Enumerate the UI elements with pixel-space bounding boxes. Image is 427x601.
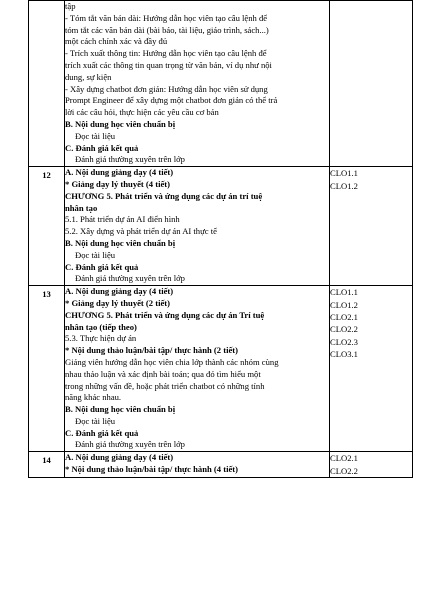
content-line: Đánh giá thường xuyên trên lớp bbox=[75, 439, 185, 450]
content-line: dung, sự kiện bbox=[65, 71, 112, 82]
content-line: Đánh giá thường xuyên trên lớp bbox=[75, 273, 185, 284]
clo-cell bbox=[330, 167, 413, 286]
table-row-week-14 bbox=[29, 452, 413, 478]
clo-code: CLO2.2 bbox=[330, 324, 358, 335]
content-line: tập bbox=[65, 1, 76, 11]
clo-code: CLO2.1 bbox=[330, 453, 358, 464]
table-row-week-12 bbox=[29, 167, 413, 286]
content-line: nhau thảo luận và xác định bài toán; qua đó tìm hiểu một bbox=[65, 368, 261, 379]
clo-list bbox=[330, 452, 412, 477]
table-row-week-13 bbox=[29, 286, 413, 452]
content-line: A. Nội dung giảng dạy (4 tiết) bbox=[65, 167, 174, 178]
content-line: B. Nội dung học viên chuẩn bị bbox=[65, 118, 176, 129]
content-line: trong những vấn đề, hoặc phát triển chatbot có những tính bbox=[65, 380, 265, 391]
content-line: - Trích xuất thông tin: Hướng dẫn học viên tạo câu lệnh để bbox=[65, 48, 267, 59]
content-line: - Tóm tắt văn bản dài: Hướng dẫn học viên tạo câu lệnh để bbox=[65, 12, 268, 23]
content-cell bbox=[65, 1, 330, 167]
content-line: C. Đánh giá kết quả bbox=[65, 142, 139, 153]
week-number-cell bbox=[29, 286, 65, 452]
week-number: 14 bbox=[42, 455, 51, 466]
content-line: CHƯƠNG 5. Phát triển và ứng dụng các dự án trí tuệ bbox=[65, 190, 263, 201]
content-cell bbox=[65, 452, 330, 478]
content-line: A. Nội dung giảng dạy (4 tiết) bbox=[65, 286, 174, 297]
content-line: CHƯƠNG 5. Phát triển và ứng dụng các dự án Trí tuệ bbox=[65, 309, 265, 320]
content-line: Đánh giá thường xuyên trên lớp bbox=[75, 154, 185, 165]
content-line: Giảng viên hướng dẫn học viên chia lớp thành các nhóm cùng bbox=[65, 356, 279, 367]
clo-code: CLO2.3 bbox=[330, 336, 358, 347]
content-line: * Nội dung thảo luận/bài tập/ thực hành (4 tiết) bbox=[65, 464, 239, 475]
clo-code: CLO3.1 bbox=[330, 349, 358, 360]
content-line: 5.2. Xây dựng và phát triển dự án AI thực tế bbox=[65, 226, 217, 237]
content-lines bbox=[65, 286, 329, 451]
week-number: 13 bbox=[42, 289, 51, 300]
content-lines bbox=[65, 452, 329, 476]
content-line: Prompt Engineer để xây dựng một chatbot đơn giản có thể trả bbox=[65, 95, 278, 106]
content-line: B. Nội dung học viên chuẩn bị bbox=[65, 404, 176, 415]
clo-cell bbox=[330, 452, 413, 478]
content-line: Đọc tài liệu bbox=[75, 415, 116, 426]
clo-cell bbox=[330, 1, 413, 167]
content-line: B. Nội dung học viên chuẩn bị bbox=[65, 237, 176, 248]
content-line: - Xây dựng chatbot đơn giản: Hướng dẫn học viên sử dụng bbox=[65, 83, 268, 94]
content-line: trích xuất các thông tin quan trọng từ văn bản, ví dụ như nội bbox=[65, 59, 272, 70]
content-line: nhân tạo (tiếp theo) bbox=[65, 321, 137, 332]
content-line: C. Đánh giá kết quả bbox=[65, 261, 139, 272]
content-line: lời các câu hỏi, thực hiện các yêu cầu cơ bản bbox=[65, 107, 219, 118]
content-line: * Giảng dạy lý thuyết (2 tiết) bbox=[65, 297, 171, 308]
content-line: C. Đánh giá kết quả bbox=[65, 427, 139, 438]
week-number: 12 bbox=[42, 170, 51, 181]
clo-list bbox=[330, 286, 412, 360]
content-line: A. Nội dung giảng dạy (4 tiết) bbox=[65, 452, 174, 463]
clo-code: CLO1.2 bbox=[330, 299, 358, 310]
content-line: nhân tạo bbox=[65, 202, 98, 213]
week-number-cell bbox=[29, 1, 65, 167]
content-line: tóm tắt các văn bản dài (bài báo, tài liệu, giáo trình, sách...) bbox=[65, 24, 269, 35]
content-line: một cách chính xác và đầy đủ bbox=[65, 36, 168, 47]
week-number-cell bbox=[29, 167, 65, 286]
content-cell bbox=[65, 286, 330, 452]
week-number-cell bbox=[29, 452, 65, 478]
content-line: * Giảng dạy lý thuyết (4 tiết) bbox=[65, 178, 171, 189]
clo-code: CLO1.2 bbox=[330, 180, 358, 191]
clo-code: CLO1.1 bbox=[330, 287, 358, 298]
content-line: 5.1. Phát triển dự án AI điển hình bbox=[65, 214, 180, 225]
clo-cell bbox=[330, 286, 413, 452]
syllabus-table bbox=[28, 0, 413, 478]
content-lines bbox=[65, 167, 329, 285]
content-line: Đọc tài liệu bbox=[75, 249, 116, 260]
clo-code: CLO1.1 bbox=[330, 168, 358, 179]
table-row-continued bbox=[29, 1, 413, 167]
content-line: * Nội dung thảo luận/bài tập/ thực hành (2 tiết) bbox=[65, 345, 239, 356]
content-lines bbox=[65, 1, 329, 166]
content-cell bbox=[65, 167, 330, 286]
clo-code: CLO2.2 bbox=[330, 465, 358, 476]
content-line: 5.3. Thực hiện dự án bbox=[65, 333, 137, 344]
clo-code: CLO2.1 bbox=[330, 311, 358, 322]
clo-list bbox=[330, 167, 412, 192]
content-line: Đọc tài liệu bbox=[75, 130, 116, 141]
content-line: năng khác nhau. bbox=[65, 392, 122, 403]
